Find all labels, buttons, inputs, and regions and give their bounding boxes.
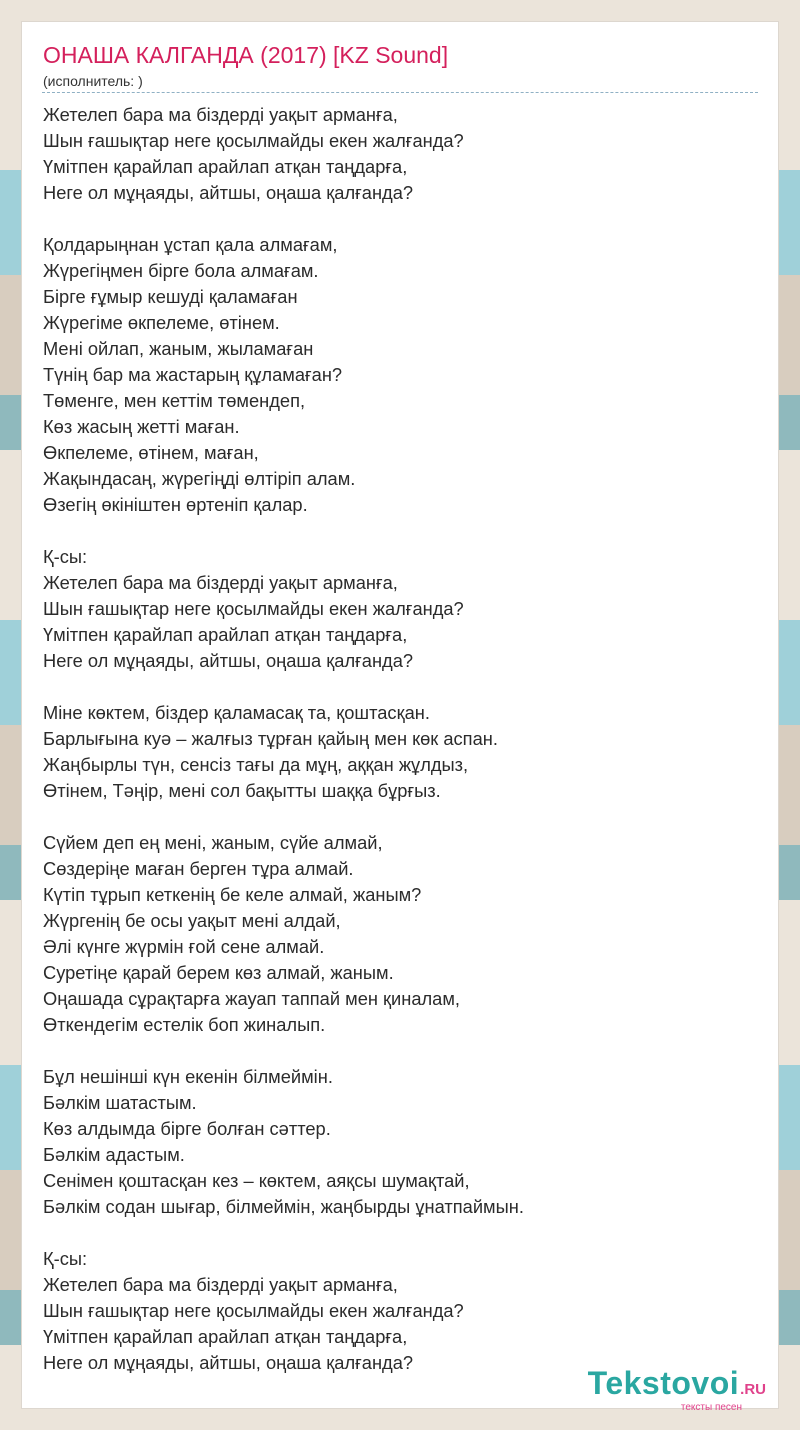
- lyric-line: Оңашада сұрақтарға жауап таппай мен қиналам,: [43, 988, 460, 1009]
- lyric-line: Жүргенің бе осы уақыт мені алдай,: [43, 910, 341, 931]
- lyric-line: Көз алдымда бірге болған сәттер.: [43, 1118, 331, 1139]
- lyric-line: Бәлкім шатастым.: [43, 1092, 197, 1113]
- lyric-line: Төменге, мен кеттім төмендеп,: [43, 390, 306, 411]
- lyric-line: Шын ғашықтар неге қосылмайды екен жалғанда?: [43, 130, 464, 151]
- lyric-line: Өткендегім естелік боп жиналып.: [43, 1014, 326, 1035]
- artist-subtitle: (исполнитель: ): [43, 73, 143, 89]
- lyric-line: Түнің бар ма жастарың құламаған?: [43, 364, 343, 385]
- lyrics-stanza: [43, 102, 759, 206]
- site-logo[interactable]: [587, 1365, 766, 1413]
- lyric-line: Қ-сы:: [43, 1248, 88, 1269]
- lyric-line: Барлығына куә – жалғыз тұрған қайың мен көк аспан.: [43, 728, 498, 749]
- lyric-line: Жаңбырлы түн, сенсіз тағы да мұң, аққан жұлдыз,: [43, 754, 469, 775]
- lyrics-stanza: [43, 544, 759, 674]
- lyric-line: Үмітпен қарайлап арайлап атқан таңдарға,: [43, 1326, 408, 1347]
- lyrics-stanza: [43, 1246, 759, 1376]
- lyric-line: Сүйем деп ең мені, жаным, сүйе алмай,: [43, 832, 383, 853]
- lyrics-stanza: [43, 232, 759, 518]
- lyric-line: Бәлкім адастым.: [43, 1144, 185, 1165]
- lyric-line: Жетелеп бара ма біздерді уақыт арманға,: [43, 572, 398, 593]
- lyric-line: Жүрегіңмен бірге бола алмағам.: [43, 260, 319, 281]
- logo-tld: .RU: [740, 1381, 766, 1398]
- lyrics-stanza: [43, 830, 759, 1038]
- logo-wordmark: Tekstovoi: [587, 1365, 740, 1401]
- lyric-line: Мені ойлап, жаным, жыламаған: [43, 338, 314, 359]
- lyrics-body: [43, 102, 759, 1402]
- lyric-line: Шын ғашықтар неге қосылмайды екен жалғанда?: [43, 598, 464, 619]
- lyric-line: Жетелеп бара ма біздерді уақыт арманға,: [43, 1274, 398, 1295]
- lyric-line: Сөздеріңе маған берген тұра алмай.: [43, 858, 354, 879]
- lyrics-stanza: [43, 1064, 759, 1220]
- lyric-line: Неге ол мұңаяды, айтшы, оңаша қалғанда?: [43, 1352, 414, 1373]
- title-divider: [42, 92, 758, 93]
- lyric-line: Жақындасаң, жүрегіңді өлтіріп алам.: [43, 468, 356, 489]
- lyric-line: Өзегің өкініштен өртеніп қалар.: [43, 494, 308, 515]
- lyric-line: Үмітпен қарайлап арайлап атқан таңдарға,: [43, 624, 408, 645]
- lyric-line: Әлі күнге жүрмін ғой сене алмай.: [43, 936, 325, 957]
- lyric-line: Жетелеп бара ма біздерді уақыт арманға,: [43, 104, 398, 125]
- lyric-line: Бұл нешінші күн екенін білмеймін.: [43, 1066, 333, 1087]
- lyrics-card: [22, 22, 778, 1413]
- lyrics-stanza: [43, 700, 759, 804]
- lyric-line: Қ-сы:: [43, 546, 88, 567]
- lyric-line: Өтінем, Тәңір, мені сол бақытты шаққа бұрғыз.: [43, 780, 441, 801]
- song-title: ОНАША КАЛГАНДА (2017) [KZ Sound]: [43, 42, 449, 68]
- lyric-line: Бірге ғұмыр кешуді қаламаған: [43, 286, 298, 307]
- lyric-line: Неге ол мұңаяды, айтшы, оңаша қалғанда?: [43, 182, 414, 203]
- lyric-line: Үмітпен қарайлап арайлап атқан таңдарға,: [43, 156, 408, 177]
- logo-tagline: тексты песен: [680, 1402, 742, 1413]
- lyric-line: Жүрегіме өкпелеме, өтінем.: [43, 312, 280, 333]
- lyric-line: Көз жасың жетті маған.: [43, 416, 240, 437]
- lyric-line: Шын ғашықтар неге қосылмайды екен жалғанда?: [43, 1300, 464, 1321]
- lyric-line: Неге ол мұңаяды, айтшы, оңаша қалғанда?: [43, 650, 414, 671]
- lyric-line: Өкпелеме, өтінем, маған,: [43, 442, 259, 463]
- lyric-line: Қолдарыңнан ұстап қала алмағам,: [43, 234, 338, 255]
- lyric-line: Сенімен қоштасқан кез – көктем, аяқсы шумақтай,: [43, 1170, 470, 1191]
- lyric-line: Бәлкім содан шығар, білмеймін, жаңбырды ұнатпаймын.: [43, 1196, 524, 1217]
- lyric-line: Суретіңе қарай берем көз алмай, жаным.: [43, 962, 394, 983]
- lyric-line: Күтіп тұрып кеткенің бе келе алмай, жаным?: [43, 884, 422, 905]
- lyric-line: Міне көктем, біздер қаламасақ та, қоштасқан.: [43, 702, 430, 723]
